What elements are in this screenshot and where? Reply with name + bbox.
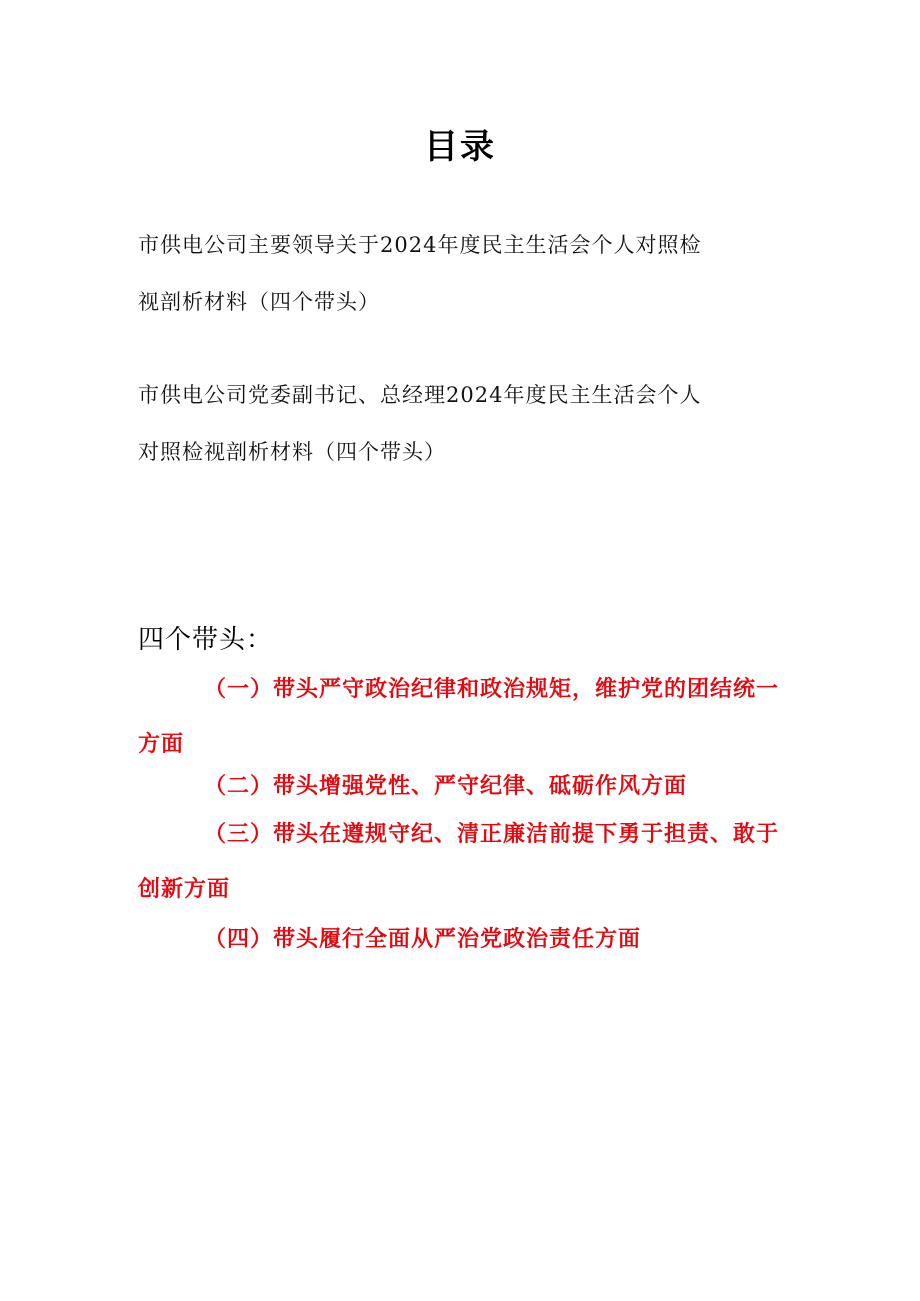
lead-item — [138, 771, 788, 803]
toc-entry[interactable] — [138, 382, 738, 466]
lead-item-line: 创新方面 — [138, 877, 231, 902]
toc-entry-line: 市供电公司主要领导关于2024年度民主生活会个人对照检 — [138, 233, 702, 257]
lead-item-line: 方面 — [138, 732, 185, 757]
toc-entry-line: 市供电公司党委副书记、总经理2024年度民主生活会个人 — [138, 383, 702, 407]
lead-item-line: （三）带头在遵规守纪、清正廉洁前提下勇于担责、敢于 — [204, 822, 780, 847]
page-title: 目录 — [424, 127, 496, 167]
lead-item — [138, 819, 788, 906]
lead-item-line: （四）带头履行全面从严治党政治责任方面 — [204, 927, 642, 952]
toc-entry-line: 对照检视剖析材料（四个带头） — [138, 440, 446, 464]
toc-entry[interactable] — [138, 232, 738, 316]
lead-item-line: （二）带头增强党性、严守纪律、砥砺作风方面 — [204, 774, 688, 799]
lead-item — [138, 924, 788, 956]
lead-item — [138, 674, 788, 761]
four-leads-heading: 四个带头： — [138, 625, 274, 655]
lead-item-line: （一）带头严守政治纪律和政治规矩，维护党的团结统一 — [204, 677, 780, 702]
toc-entry-line: 视剖析材料（四个带头） — [138, 290, 380, 314]
